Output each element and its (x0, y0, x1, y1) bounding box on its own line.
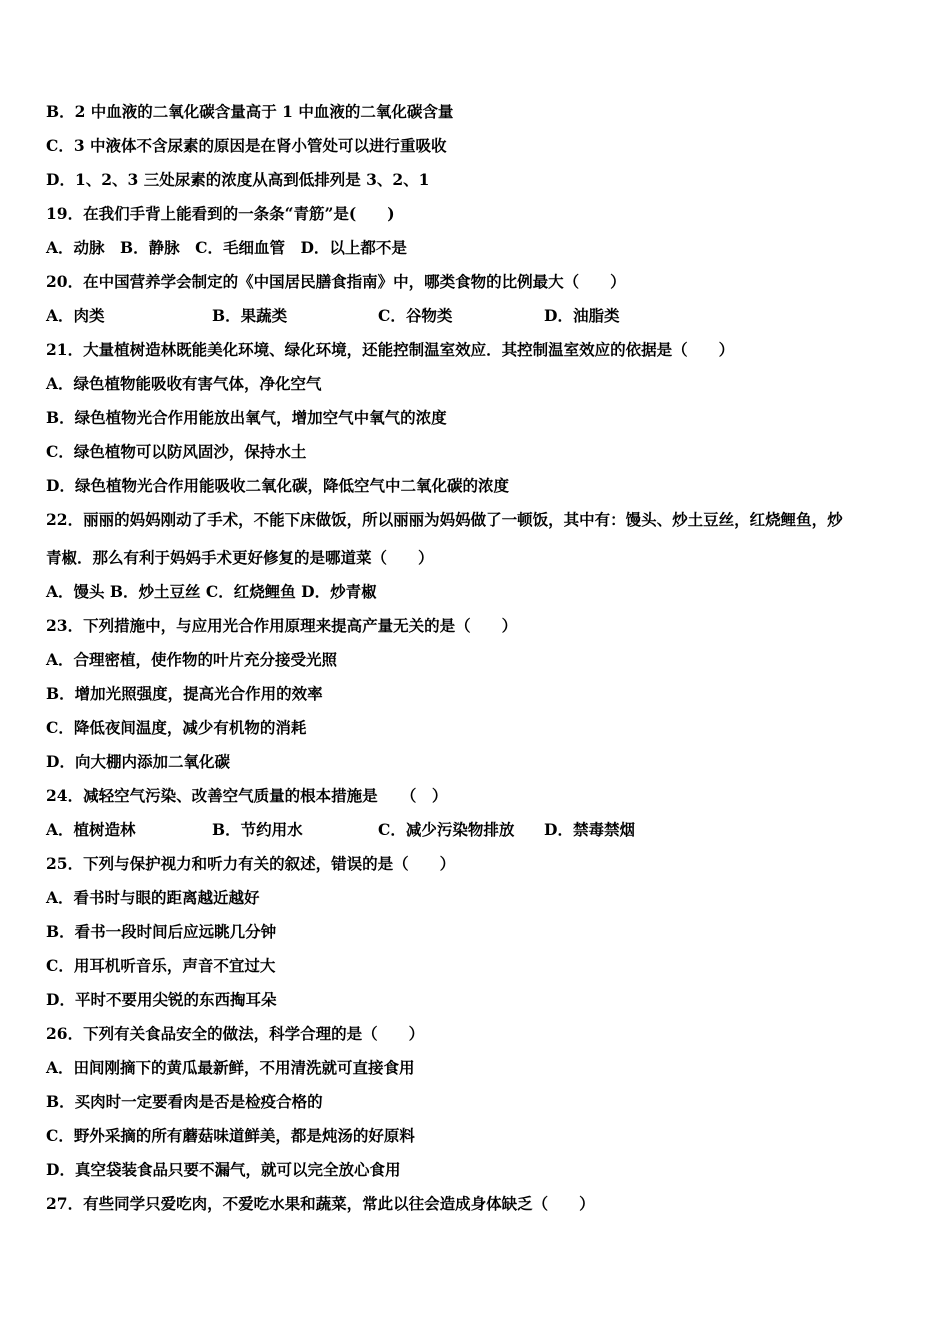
text-line: 26．下列有关食品安全的做法，科学合理的是（ ） (46, 1024, 425, 1043)
text-line: 24．减轻空气污染、改善空气质量的根本措施是 （ ） (46, 786, 448, 805)
text-line: 19．在我们手背上能看到的一条条“青筋”是( ) (46, 204, 395, 223)
text-line: C．降低夜间温度，减少有机物的消耗 (46, 718, 307, 737)
text-line: A．田间刚摘下的黄瓜最新鲜，不用清洗就可直接食用 (46, 1058, 415, 1077)
option-item: C．谷物类 (378, 306, 453, 325)
option-item: A．肉类 (46, 306, 105, 325)
text-line: B．增加光照强度，提高光合作用的效率 (46, 684, 323, 703)
text-line: B．2 中血液的二氧化碳含量高于 1 中血液的二氧化碳含量 (46, 102, 454, 121)
text-line: D．1、2、3 三处尿素的浓度从高到低排列是 3、2、1 (46, 170, 430, 189)
text-line: 23．下列措施中，与应用光合作用原理来提高产量无关的是（ ） (46, 616, 518, 635)
text-line: A．绿色植物能吸收有害气体，净化空气 (46, 374, 322, 393)
text-line: A．动脉 B．静脉 C．毛细血管 D．以上都不是 (46, 238, 407, 257)
text-line: B．绿色植物光合作用能放出氧气，增加空气中氧气的浓度 (46, 408, 447, 427)
text-line: D．平时不要用尖锐的东西掏耳朵 (46, 990, 277, 1009)
text-line: 青椒．那么有利于妈妈手术更好修复的是哪道菜（ ） (46, 548, 434, 567)
text-line: 27．有些同学只爱吃肉，不爱吃水果和蔬菜，常此以往会造成身体缺乏（ ） (46, 1194, 595, 1213)
text-line: A．馒头 B．炒土豆丝 C．红烧鲤鱼 D．炒青椒 (46, 582, 377, 601)
option-item: C．减少污染物排放 (378, 820, 515, 839)
text-line: D．真空袋装食品只要不漏气，就可以完全放心食用 (46, 1160, 401, 1179)
text-line: D．绿色植物光合作用能吸收二氧化碳，降低空气中二氧化碳的浓度 (46, 476, 509, 495)
text-line: B．看书一段时间后应远眺几分钟 (46, 922, 277, 941)
text-line: C．用耳机听音乐，声音不宜过大 (46, 956, 276, 975)
option-item: A．植树造林 (46, 820, 136, 839)
text-line: C．绿色植物可以防风固沙，保持水土 (46, 442, 307, 461)
option-item: B．果蔬类 (212, 306, 288, 325)
text-line: 25．下列与保护视力和听力有关的叙述，错误的是（ ） (46, 854, 456, 873)
option-item: D．禁毒禁烟 (544, 820, 635, 839)
option-row (46, 819, 710, 841)
option-item: D．油脂类 (544, 306, 620, 325)
text-line: C．3 中液体不含尿素的原因是在肾小管处可以进行重吸收 (46, 136, 447, 155)
text-line: C．野外采摘的所有蘑菇味道鲜美，都是炖汤的好原料 (46, 1126, 415, 1145)
text-line: 22．丽丽的妈妈刚动了手术，不能下床做饭，所以丽丽为妈妈做了一顿饭，其中有：馒头、炒土豆丝，红烧鲤鱼，炒 (46, 510, 843, 529)
text-line: B．买肉时一定要看肉是否是检疫合格的 (46, 1092, 323, 1111)
option-item: B．节约用水 (212, 820, 303, 839)
text-line: A．看书时与眼的距离越近越好 (46, 888, 260, 907)
option-row (46, 305, 710, 327)
text-line: D．向大棚内添加二氧化碳 (46, 752, 230, 771)
text-line: 21．大量植树造林既能美化环境、绿化环境，还能控制温室效应．其控制温室效应的依据是（ ） (46, 340, 735, 359)
text-line: A．合理密植，使作物的叶片充分接受光照 (46, 650, 338, 669)
text-line: 20．在中国营养学会制定的《中国居民膳食指南》中，哪类食物的比例最大（ ） (46, 272, 626, 291)
